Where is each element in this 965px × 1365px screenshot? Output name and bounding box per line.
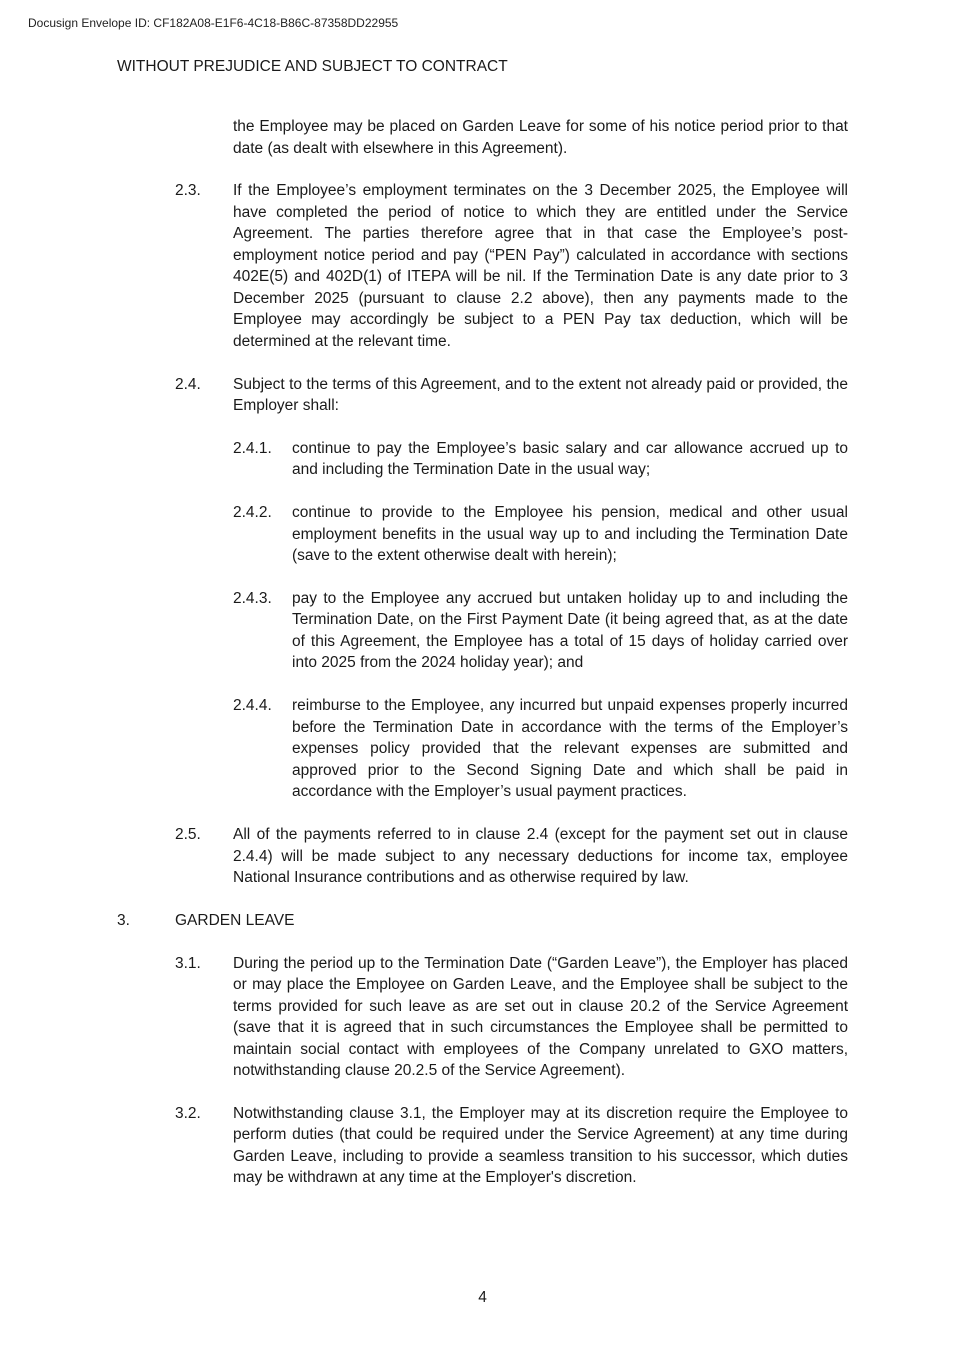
clause-3-1	[0, 953, 965, 1082]
clause-2-2-continuation	[0, 116, 965, 159]
clause-text: continue to pay the Employee’s basic salary and car allowance accrued up to and including the Termination Date in the usual way;	[292, 439, 848, 479]
clause-text: the Employee may be placed on Garden Leave for some of his notice period prior to that date (as dealt with elsewhere in this Agreement).	[233, 118, 848, 157]
clause-text: During the period up to the Termination Date (“Garden Leave”), the Employer has placed or may place the Employee on Garden Leave, and the Employee shall be subject to the terms provided for such leave as are set out in clause 20.2 of the Service Agreement (save that it is agreed that in such circumstances the Employee shall be permitted to maintain social contact with employees of the Company unrelated to GXO matters, notwithstanding clause 20.2.5 of the Service Agreement).	[233, 954, 848, 1080]
clause-text: All of the payments referred to in clause 2.4 (except for the payment set out in clause 2.4.4) will be made subject to any necessary deductions for income tax, employee National Insurance contributions and as otherwise required by law.	[233, 826, 848, 887]
docusign-envelope-id: Docusign Envelope ID: CF182A08-E1F6-4C18-B86C-87358DD22955	[28, 16, 399, 30]
page-number: 4	[478, 1289, 487, 1306]
clause-number: 2.5.	[175, 826, 201, 844]
clause-3-2	[0, 1103, 965, 1189]
clause-number: 2.4.4.	[233, 697, 272, 715]
document-body	[0, 116, 965, 1210]
clause-text: Notwithstanding clause 3.1, the Employer may at its discretion require the Employee to perform duties (that could be required under the Service Agreement) at any time during Garden Leave, including to provide a seamless transition to his successor, which duties may be withdrawn at any time at the Employer's discretion.	[233, 1104, 848, 1187]
clause-number: 2.3.	[175, 182, 201, 200]
document-header: WITHOUT PREJUDICE AND SUBJECT TO CONTRACT	[117, 58, 508, 75]
clause-2-4	[0, 374, 965, 417]
section-title: GARDEN LEAVE	[175, 911, 295, 929]
clause-2-5	[0, 824, 965, 889]
clause-number: 3.1.	[175, 954, 201, 972]
clause-text: If the Employee’s employment terminates on the 3 December 2025, the Employee will have completed the period of notice to which they are entitled under the Service Agreement. The parties therefore agree that in that case the Employee’s post-employment notice period and pay (“PEN Pay”) calculated in accordance with sections 402E(5) and 402D(1) of ITEPA will be nil. If the Termination Date is any date prior to 3 December 2025 (pursuant to clause 2.2 above), then any payments made to the Employee may accordingly be subject to a PEN Pay tax deduction, which will be determined at the relevant time.	[233, 182, 848, 350]
clause-2-3	[0, 180, 965, 352]
clause-number: 2.4.3.	[233, 589, 272, 607]
clause-text: Subject to the terms of this Agreement, and to the extent not already paid or provided, the Employer shall:	[233, 375, 848, 415]
clause-2-4-1	[0, 438, 965, 481]
clause-text: pay to the Employee any accrued but untaken holiday up to and including the Termination Date, on the First Payment Date (it being agreed that, as at the date of this Agreement, the Employee has a total of 15 days of holiday carried over into 2025 from the 2024 holiday year); and	[292, 589, 848, 672]
section-number: 3.	[117, 911, 130, 929]
clause-number: 2.4.	[175, 375, 201, 393]
clause-2-4-4	[0, 695, 965, 803]
clause-text: reimburse to the Employee, any incurred but unpaid expenses properly incurred before the Termination Date in accordance with the terms of the Employer’s expenses policy provided that the relevant expenses are submitted and approved prior to the Second Signing Date and which shall be paid in accordance with the Employer’s usual payment practices.	[292, 697, 848, 801]
clause-number: 2.4.1.	[233, 439, 272, 457]
clause-2-4-2	[0, 502, 965, 567]
section-3-heading	[0, 910, 965, 932]
clause-2-4-3	[0, 588, 965, 674]
clause-number: 3.2.	[175, 1104, 201, 1122]
clause-number: 2.4.2.	[233, 504, 272, 522]
clause-text: continue to provide to the Employee his pension, medical and other usual employment benefits in the usual way up to and including the Termination Date (save to the extent otherwise dealt with herein);	[292, 504, 848, 565]
